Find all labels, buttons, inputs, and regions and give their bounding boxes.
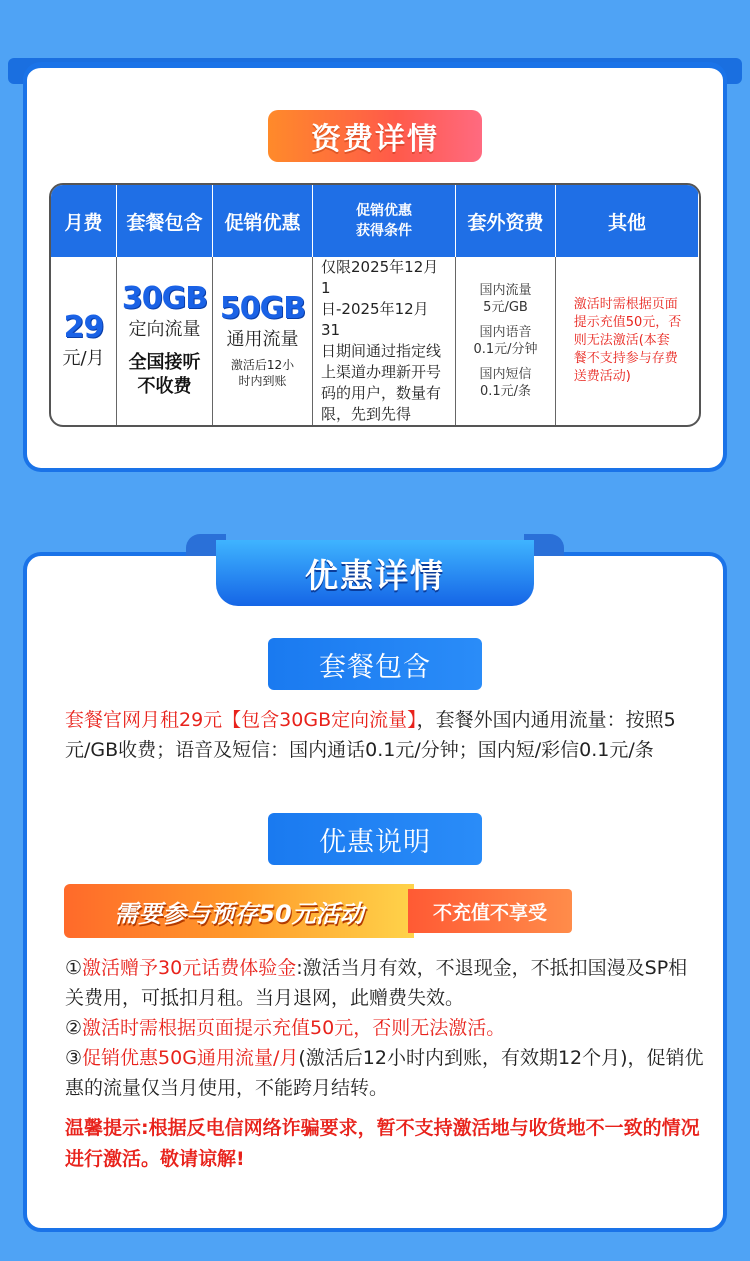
- condition-line: 仅限2025年12月1: [321, 258, 439, 297]
- extra-data-label: 国内流量: [479, 283, 532, 298]
- note-text: :激活当月有效，不退现金，不抵扣国漫及SP相关费用，可抵扣月租。当月退网，此赠费失效。: [65, 957, 688, 1009]
- note-highlight: 促销优惠50G通用流量/月: [82, 1047, 299, 1069]
- promo-data-value: 50GB: [219, 291, 306, 326]
- cell-condition: [313, 257, 456, 425]
- condition-line: 日期间通过指定线: [321, 342, 442, 360]
- warning-text: 温馨提示:根据反电信网络诈骗要求，暂不支持激活地与收货地不一致的情况进行激活。敬请谅解!: [65, 1117, 700, 1170]
- header-promo: 促销优惠: [213, 185, 313, 257]
- condition-line: 限，先到先得: [321, 405, 412, 423]
- cell-package: [117, 257, 213, 425]
- offer-details-title: 优惠详情: [216, 540, 534, 606]
- note-text: (激活后12小时内到账，有效期12个月)，促销优惠的流量仅当月使用，不能跨月结转。: [65, 1047, 704, 1099]
- extra-sms-label: 国内短信: [479, 367, 532, 382]
- monthly-fee-value: 29: [63, 310, 104, 345]
- extra-voice-price: 0.1元/分钟: [473, 342, 538, 357]
- package-data-label: 定向流量: [128, 319, 201, 340]
- promo-banner: 需要参与预存50元活动: [64, 884, 414, 938]
- note-item: [65, 953, 705, 1013]
- promo-note-line2: 时内到账: [238, 374, 287, 388]
- other-line: 送费活动): [573, 369, 631, 384]
- fee-details-title: 资费详情: [268, 110, 482, 162]
- monthly-fee-unit: 元/月: [62, 348, 105, 369]
- cell-monthly-fee: [51, 257, 117, 425]
- package-section-label: 套餐包含: [268, 638, 482, 690]
- explain-section-label: 优惠说明: [268, 813, 482, 865]
- offer-notes: [65, 953, 705, 1103]
- promo-tag: 不充值不享受: [408, 889, 572, 933]
- header-promo-condition: 促销优惠 获得条件: [313, 185, 456, 257]
- other-line: 餐不支持参与存费: [573, 351, 678, 366]
- extra-sms-price: 0.1元/条: [479, 384, 532, 399]
- package-call-line2: 不收费: [137, 376, 192, 397]
- condition-text: [313, 257, 455, 425]
- note-highlight: 激活时需根据页面提示充值50元，否则无法激活。: [82, 1017, 506, 1039]
- note-number: ②: [65, 1017, 83, 1039]
- package-desc-rest: ，套餐外国内通用流量：按照5元/GB收费；语音及短信：国内通话0.1元/分钟；国内短/彩信0.1元/条: [65, 709, 676, 761]
- header-package: 套餐包含: [117, 185, 213, 257]
- package-data-value: 30GB: [121, 281, 208, 316]
- condition-line: 上渠道办理新开号: [321, 363, 442, 381]
- extra-voice-label: 国内语音: [479, 325, 532, 340]
- note-item: [65, 1043, 705, 1103]
- promo-note-line1: 激活后12小: [230, 358, 295, 372]
- note-number: ①: [65, 957, 83, 979]
- header-extra-fee: 套外资费: [456, 185, 556, 257]
- condition-line: 码的用户，数量有: [321, 384, 442, 402]
- cell-extra-fee: [456, 257, 556, 425]
- offer-details-ribbon: [186, 534, 564, 606]
- note-number: ③: [65, 1047, 83, 1069]
- other-line: 则无法激活(本套: [573, 333, 670, 348]
- package-desc-highlight: 套餐官网月租29元【包含30GB定向流量】: [65, 709, 417, 731]
- other-line: 提示充值50元，否: [573, 315, 682, 330]
- promo-data-label: 通用流量: [226, 329, 299, 350]
- note-item: [65, 1013, 705, 1043]
- other-line: 激活时需根据页面: [573, 297, 678, 312]
- fee-table: [49, 183, 701, 427]
- note-highlight: 激活赠予30元话费体验金: [82, 957, 297, 979]
- extra-data-price: 5元/GB: [483, 300, 528, 315]
- package-call-line1: 全国接听: [128, 352, 201, 373]
- header-other: 其他: [556, 185, 699, 257]
- cell-promo: [213, 257, 313, 425]
- header-monthly-fee: 月费: [51, 185, 117, 257]
- condition-line: 日-2025年12月31: [321, 300, 429, 339]
- cell-other: [556, 257, 699, 425]
- package-description: [65, 705, 695, 765]
- other-text: [566, 296, 690, 386]
